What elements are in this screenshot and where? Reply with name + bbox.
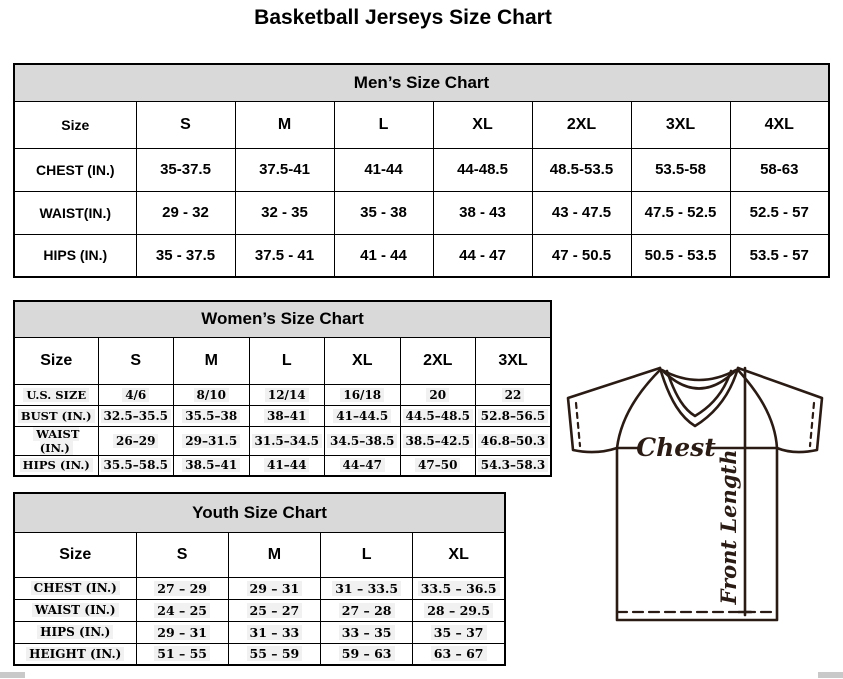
- value-cell: 35 - 37.5: [136, 234, 235, 277]
- value-cell: 28 – 29.5: [413, 599, 505, 621]
- value-cell: 24 – 25: [136, 599, 228, 621]
- value-cell: 29 – 31: [228, 577, 320, 599]
- value-cell: 59 – 63: [321, 643, 413, 665]
- value-cell: 43 - 47.5: [532, 191, 631, 234]
- row-label: U.S. SIZE: [14, 384, 98, 405]
- value-cell: 52.8–56.5: [476, 405, 552, 426]
- value-cell: 31 – 33.5: [321, 577, 413, 599]
- value-cell: 27 – 28: [321, 599, 413, 621]
- mens-size-table: [13, 63, 830, 278]
- column-header: 2XL: [532, 101, 631, 148]
- jersey-collar-outer: [660, 368, 738, 426]
- row-label: BUST (IN.): [14, 405, 98, 426]
- value-cell: 47.5 - 52.5: [631, 191, 730, 234]
- value-cell: 58-63: [730, 148, 829, 191]
- size-header: Size: [14, 101, 136, 148]
- table-row: [14, 384, 551, 405]
- womens-table-title: Women’s Size Chart: [14, 301, 551, 337]
- column-header: 3XL: [631, 101, 730, 148]
- value-cell: 44.5–48.5: [400, 405, 476, 426]
- row-label: HIPS (IN.): [14, 234, 136, 277]
- womens-size-table: [13, 300, 552, 477]
- column-header: 2XL: [400, 337, 476, 384]
- row-label: WAIST (IN.): [14, 599, 136, 621]
- value-cell: 38.5–42.5: [400, 426, 476, 455]
- value-cell: 41 - 44: [334, 234, 433, 277]
- value-cell: 32.5–35.5: [98, 405, 174, 426]
- column-header: S: [136, 532, 228, 577]
- value-cell: 35 - 38: [334, 191, 433, 234]
- value-cell: 37.5 - 41: [235, 234, 334, 277]
- value-cell: 22: [476, 384, 552, 405]
- row-label: HIPS (IN.): [14, 621, 136, 643]
- column-header: M: [174, 337, 250, 384]
- value-cell: 29–31.5: [174, 426, 250, 455]
- value-cell: 44 - 47: [433, 234, 532, 277]
- value-cell: 34.5–38.5: [325, 426, 401, 455]
- value-cell: 44-48.5: [433, 148, 532, 191]
- column-header: L: [334, 101, 433, 148]
- jersey-left-cuff-stitch: [576, 403, 580, 446]
- column-header: XL: [325, 337, 401, 384]
- table-row: [14, 405, 551, 426]
- horizontal-scrollbar-fragment-left[interactable]: [0, 672, 25, 678]
- value-cell: 41–44: [249, 455, 325, 476]
- table-row: [14, 643, 505, 665]
- value-cell: 53.5-58: [631, 148, 730, 191]
- column-header: L: [249, 337, 325, 384]
- table-row: [14, 455, 551, 476]
- value-cell: 26–29: [98, 426, 174, 455]
- value-cell: 38–41: [249, 405, 325, 426]
- table-row: [14, 621, 505, 643]
- front-length-label: Front Length: [716, 449, 741, 605]
- value-cell: 35.5–38: [174, 405, 250, 426]
- size-header: Size: [14, 337, 98, 384]
- value-cell: 33.5 – 36.5: [413, 577, 505, 599]
- value-cell: 50.5 - 53.5: [631, 234, 730, 277]
- value-cell: 52.5 - 57: [730, 191, 829, 234]
- value-cell: 32 - 35: [235, 191, 334, 234]
- value-cell: 16/18: [325, 384, 401, 405]
- column-header: S: [136, 101, 235, 148]
- value-cell: 38 - 43: [433, 191, 532, 234]
- value-cell: 35-37.5: [136, 148, 235, 191]
- column-header: S: [98, 337, 174, 384]
- value-cell: 20: [400, 384, 476, 405]
- column-header: 4XL: [730, 101, 829, 148]
- size-header: Size: [14, 532, 136, 577]
- value-cell: 38.5–41: [174, 455, 250, 476]
- value-cell: 47 - 50.5: [532, 234, 631, 277]
- value-cell: 31.5–34.5: [249, 426, 325, 455]
- row-label: HIPS (IN.): [14, 455, 98, 476]
- jersey-collar-inner: [667, 371, 731, 416]
- value-cell: 48.5-53.5: [532, 148, 631, 191]
- value-cell: 41–44.5: [325, 405, 401, 426]
- table-row: [14, 234, 829, 277]
- table-row: [14, 191, 829, 234]
- column-header: M: [228, 532, 320, 577]
- jersey-measurement-diagram: [558, 358, 832, 654]
- value-cell: 25 – 27: [228, 599, 320, 621]
- table-row: [14, 148, 829, 191]
- column-header: L: [321, 532, 413, 577]
- value-cell: 53.5 - 57: [730, 234, 829, 277]
- table-row: [14, 426, 551, 455]
- youth-size-table: [13, 492, 506, 666]
- value-cell: 55 – 59: [228, 643, 320, 665]
- column-header: XL: [413, 532, 505, 577]
- jersey-right-cuff-stitch: [810, 403, 814, 446]
- table-row: [14, 577, 505, 599]
- value-cell: 27 – 29: [136, 577, 228, 599]
- value-cell: 33 – 35: [321, 621, 413, 643]
- value-cell: 46.8–50.3: [476, 426, 552, 455]
- column-header: 3XL: [476, 337, 552, 384]
- value-cell: 41-44: [334, 148, 433, 191]
- row-label: WAIST (IN.): [14, 426, 98, 455]
- jersey-outline: [568, 368, 822, 620]
- mens-table-title: Men’s Size Chart: [14, 64, 829, 101]
- value-cell: 44–47: [325, 455, 401, 476]
- value-cell: 29 – 31: [136, 621, 228, 643]
- column-header: M: [235, 101, 334, 148]
- value-cell: 4/6: [98, 384, 174, 405]
- table-row: [14, 599, 505, 621]
- horizontal-scrollbar-fragment-right[interactable]: [818, 672, 843, 678]
- value-cell: 8/10: [174, 384, 250, 405]
- value-cell: 54.3–58.3: [476, 455, 552, 476]
- row-label: CHEST (IN.): [14, 148, 136, 191]
- youth-table-title: Youth Size Chart: [14, 493, 505, 532]
- value-cell: 35.5–58.5: [98, 455, 174, 476]
- value-cell: 51 – 55: [136, 643, 228, 665]
- row-label: HEIGHT (IN.): [14, 643, 136, 665]
- value-cell: 12/14: [249, 384, 325, 405]
- page-title: Basketball Jerseys Size Chart: [254, 6, 552, 29]
- row-label: WAIST(IN.): [14, 191, 136, 234]
- value-cell: 47–50: [400, 455, 476, 476]
- value-cell: 31 – 33: [228, 621, 320, 643]
- row-label: CHEST (IN.): [14, 577, 136, 599]
- value-cell: 35 – 37: [413, 621, 505, 643]
- value-cell: 63 – 67: [413, 643, 505, 665]
- value-cell: 37.5-41: [235, 148, 334, 191]
- column-header: XL: [433, 101, 532, 148]
- value-cell: 29 - 32: [136, 191, 235, 234]
- chest-label: Chest: [636, 433, 716, 462]
